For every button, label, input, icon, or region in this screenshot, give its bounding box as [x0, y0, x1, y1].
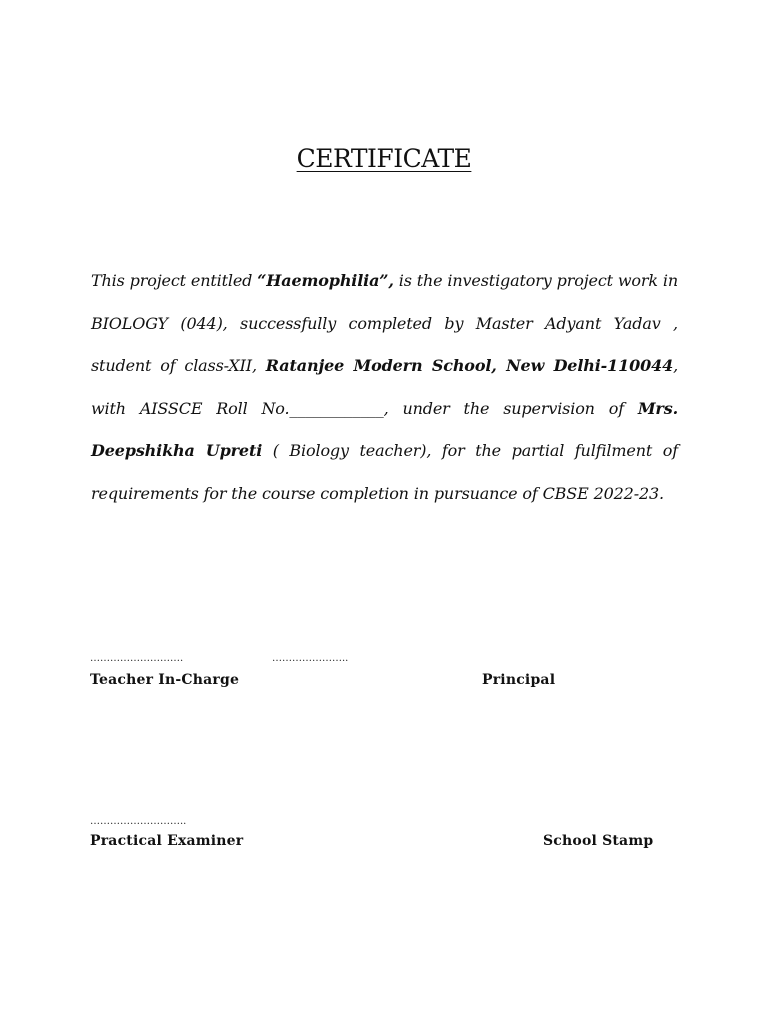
- examiner-signature-line: ………………………..: [90, 816, 187, 827]
- principal-label: Principal: [482, 672, 556, 688]
- principal-signature-line: …………………..: [272, 653, 349, 664]
- certificate-body: [91, 260, 678, 516]
- certificate-title: CERTIFICATE: [296, 144, 472, 173]
- teacher-signature-line: ……………………….: [90, 653, 184, 664]
- body-text-part-1: This project entitled: [91, 271, 258, 290]
- teacher-name: Mrs. Deepshikha Upreti: [91, 398, 678, 461]
- body-text-part-3: , with AISSCE Roll No.____________, under the supervision of: [91, 356, 678, 418]
- school-name: Ratanjee Modern School, New Delhi-110044: [265, 356, 674, 376]
- body-text-part-4: ( Biology teacher), for the partial fulfilment of requirements for the course completion in pursuance of CBSE 2022-23.: [91, 441, 679, 503]
- teacher-in-charge-label: Teacher In-Charge: [90, 672, 240, 688]
- project-name: “Haemophilia”,: [257, 271, 394, 290]
- practical-examiner-label: Practical Examiner: [90, 833, 244, 849]
- school-stamp-label: School Stamp: [543, 833, 654, 849]
- body-text-part-2: is the investigatory project work in BIOLOGY (044), successfully completed by Master Adyant Yadav , student of class-XII,: [91, 271, 679, 376]
